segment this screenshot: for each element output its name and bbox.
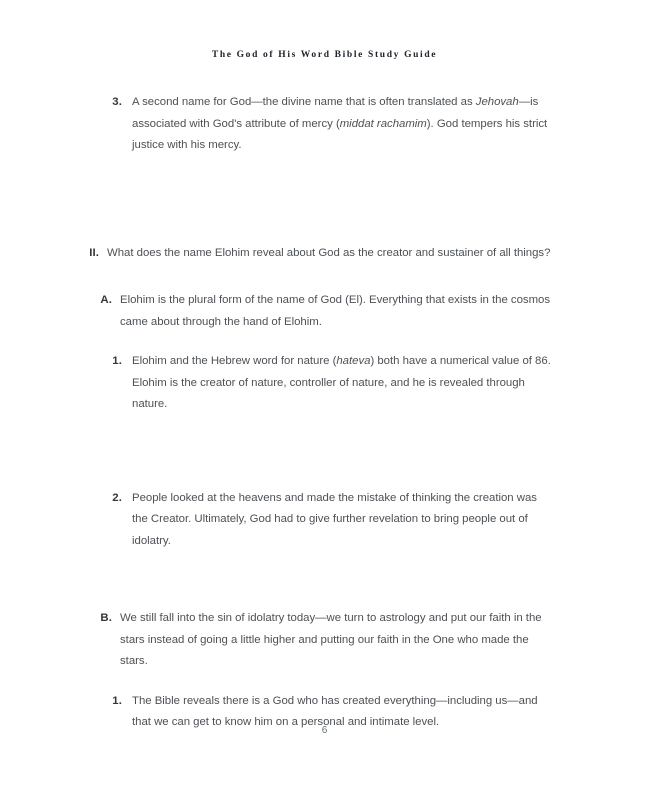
italic-term-hateva: hateva	[336, 355, 371, 367]
text-run: ). God tempers his strict justice with his mercy.	[132, 117, 548, 151]
outline-text: We still fall into the sin of idolatry today—we turn to astrology and put our faith in the stars instead of going a little higher and putting our faith in the One who made the stars.	[120, 612, 542, 667]
outline-text: The Bible reveals there is a God who has created everything—including us—and that we can get to know him on a personal and intimate level.	[132, 694, 538, 728]
text-run: —is associated with God's attribute of mercy (	[132, 96, 539, 130]
outline-marker: 1.	[112, 694, 122, 707]
outline-item-B	[95, 608, 553, 673]
section-spacer	[82, 333, 553, 351]
outline-marker: 2.	[112, 491, 122, 504]
running-head: The God of His Word Bible Study Guide	[211, 50, 438, 60]
outline-item-II	[82, 243, 553, 265]
outline-marker: B.	[100, 612, 112, 624]
outline-item-A	[95, 290, 553, 333]
page-number: 6	[321, 725, 328, 736]
outline-text	[132, 92, 553, 157]
outline-item-A1	[107, 351, 553, 416]
outline-text: Elohim is the plural form of the name of God (El). Everything that exists in the cosmos came about through the hand of Elohim.	[120, 294, 551, 328]
section-spacer	[82, 157, 553, 243]
outline-item-3	[107, 92, 553, 157]
italic-term-jehovah: Jehovah	[475, 96, 519, 108]
outline-marker: 1.	[112, 355, 122, 367]
text-run: Elohim and the Hebrew word for nature (	[132, 355, 337, 367]
section-spacer	[82, 264, 553, 290]
outline-item-A2	[107, 488, 553, 553]
outline-marker: A.	[100, 294, 112, 306]
section-spacer	[82, 673, 553, 691]
section-spacer	[82, 552, 553, 608]
section-spacer	[82, 416, 553, 488]
outline-marker: 3.	[112, 96, 122, 108]
outline-text	[132, 351, 553, 416]
page-content	[82, 92, 553, 734]
outline-text: People looked at the heavens and made the mistake of thinking the creation was the Creator. Ultimately, God had to give further revelation to bring people out of idolatry.	[132, 491, 537, 547]
outline-text: What does the name Elohim reveal about God as the creator and sustainer of all things?	[107, 246, 551, 259]
italic-term-middat-rachamim: middat rachamim	[339, 117, 427, 130]
outline-marker: II.	[89, 246, 99, 259]
text-run: A second name for God—the divine name that is often translated as	[132, 96, 476, 108]
text-run: ) both have a numerical value of 86. Elohim is the creator of nature, controller of nature, and he is revealed through nature.	[132, 355, 551, 410]
